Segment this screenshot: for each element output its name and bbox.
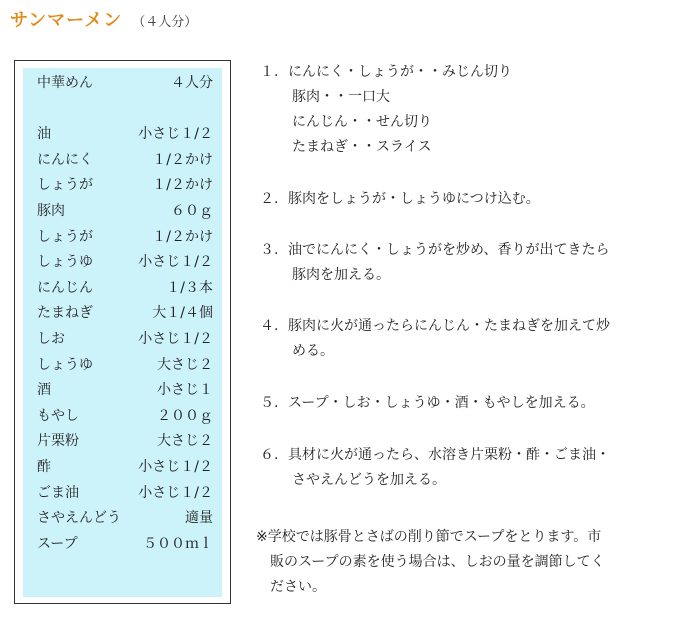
step-number: ４.: [260, 318, 279, 334]
ingredient-name: にんじん: [37, 279, 93, 296]
ingredient-amount: 大さじ２: [157, 356, 213, 373]
ingredient-row: [37, 301, 213, 325]
step-first-line: [256, 391, 676, 416]
ingredient-name: しょうゆ: [37, 254, 93, 271]
ingredient-name: 片栗粉: [37, 433, 79, 450]
ingredient-row: [37, 532, 213, 556]
step-first-line: [256, 187, 676, 212]
ingredient-row: [37, 225, 213, 249]
ingredient-amount: １/２かけ: [152, 177, 213, 194]
step-text: にんにく・しょうが・・みじん切り: [288, 64, 512, 80]
step-first-line: [256, 314, 676, 339]
ingredient-amount: ６０ｇ: [171, 203, 213, 219]
ingredient-row: [37, 506, 213, 530]
ingredient-row: [37, 173, 213, 197]
ingredient-name: 油: [37, 126, 51, 143]
note: [256, 525, 676, 600]
ingredient-name: 中華めん: [37, 75, 93, 91]
step-text: 豚肉をしょうが・しょうゆにつけ込む。: [288, 191, 540, 207]
ingredient-amount: 小さじ１/２: [138, 331, 213, 347]
step-text: スープ・しお・しょうゆ・酒・もやしを加える。: [288, 395, 595, 411]
ingredient-name: スープ: [37, 535, 78, 552]
ingredient-row: [37, 122, 213, 146]
ingredient-amount: 小さじ１: [157, 382, 213, 399]
ingredient-name: しょうゆ: [37, 356, 93, 373]
ingredient-row: [37, 353, 213, 377]
step-text: 油でにんにく・しょうがを炒め、香りが出てきたら: [288, 242, 610, 258]
ingredient-name: さやえんどう: [37, 510, 121, 527]
instruction-step: [256, 187, 676, 212]
step-number: １.: [260, 64, 279, 80]
ingredient-row: [37, 148, 213, 172]
instruction-step: [256, 443, 676, 493]
instruction-step: [256, 238, 676, 288]
ingredient-amount: 小さじ１/２: [138, 459, 213, 475]
ingredient-name: 酒: [37, 382, 51, 399]
ingredient-amount: 小さじ１/２: [138, 126, 213, 143]
ingredients-box: [14, 60, 231, 604]
ingredient-name: にんにく: [37, 151, 93, 168]
ingredient-amount: 小さじ１/２: [138, 484, 213, 501]
step-first-line: [256, 238, 676, 263]
ingredient-name: しょうが: [37, 228, 93, 245]
step-first-line: [256, 443, 676, 468]
ingredient-amount: １/３本: [166, 279, 213, 296]
step-continuation-line: さやえんどうを加える。: [292, 472, 446, 488]
ingredient-row: [37, 429, 213, 453]
ingredient-name: ごま油: [37, 484, 79, 501]
step-continuation-line: たまねぎ・・スライス: [292, 139, 432, 155]
ingredient-amount: 適量: [185, 510, 213, 527]
step-continuation-line: 豚肉を加える。: [292, 267, 390, 283]
note-line: ※学校では豚骨とさばの削り節でスープをとります。市: [256, 529, 602, 545]
instruction-step: [256, 60, 676, 160]
step-text: 豚肉に火が通ったらにんじん・たまねぎを加えて炒: [288, 318, 610, 334]
note-line: 販のスープの素を使う場合は、しおの量を調節してく: [270, 554, 605, 570]
ingredient-row: [37, 250, 213, 274]
ingredient-name: 酢: [37, 459, 51, 475]
ingredient-row: [37, 404, 213, 428]
step-continuation-line: める。: [292, 343, 334, 359]
ingredient-amount: ５００ｍｌ: [143, 535, 213, 552]
ingredient-amount: 大さじ２: [157, 433, 213, 450]
ingredient-amount: ４人分: [171, 75, 213, 91]
ingredient-row: [37, 455, 213, 479]
ingredient-row: [37, 481, 213, 505]
ingredient-row: [37, 327, 213, 351]
ingredient-name: しょうが: [37, 177, 93, 194]
ingredient-row: [37, 97, 213, 121]
note-line: ださい。: [270, 579, 326, 595]
ingredient-name: たまねぎ: [37, 305, 93, 322]
step-number: ５.: [260, 395, 279, 411]
ingredient-amount: １/２かけ: [152, 151, 213, 168]
recipe-title: サンマーメン: [10, 10, 123, 31]
step-continuation-line: にんじん・・せん切り: [292, 114, 432, 130]
ingredient-row: [37, 71, 213, 95]
step-continuation-line: 豚肉・・一口大: [292, 89, 390, 105]
step-number: ３.: [260, 242, 279, 258]
ingredient-row: [37, 378, 213, 402]
ingredient-row: [37, 276, 213, 300]
recipe-header: [10, 6, 197, 34]
ingredient-name: しお: [37, 331, 65, 347]
ingredient-amount: ２００ｇ: [157, 407, 213, 424]
step-number: ６.: [260, 447, 279, 463]
ingredients-panel: [23, 68, 222, 597]
ingredient-amount: １/２かけ: [152, 228, 213, 245]
ingredient-amount: 大１/４個: [152, 305, 213, 322]
ingredient-amount: 小さじ１/２: [138, 254, 213, 271]
ingredient-row: [37, 199, 213, 223]
instruction-step: [256, 391, 676, 416]
instruction-step: [256, 314, 676, 364]
step-text: 具材に火が通ったら、水溶き片栗粉・酢・ごま油・: [288, 447, 610, 463]
servings-label: （４人分）: [132, 15, 198, 30]
step-number: ２.: [260, 191, 279, 207]
ingredient-name: 豚肉: [37, 203, 65, 219]
ingredient-name: もやし: [37, 407, 79, 424]
step-first-line: [256, 60, 676, 85]
